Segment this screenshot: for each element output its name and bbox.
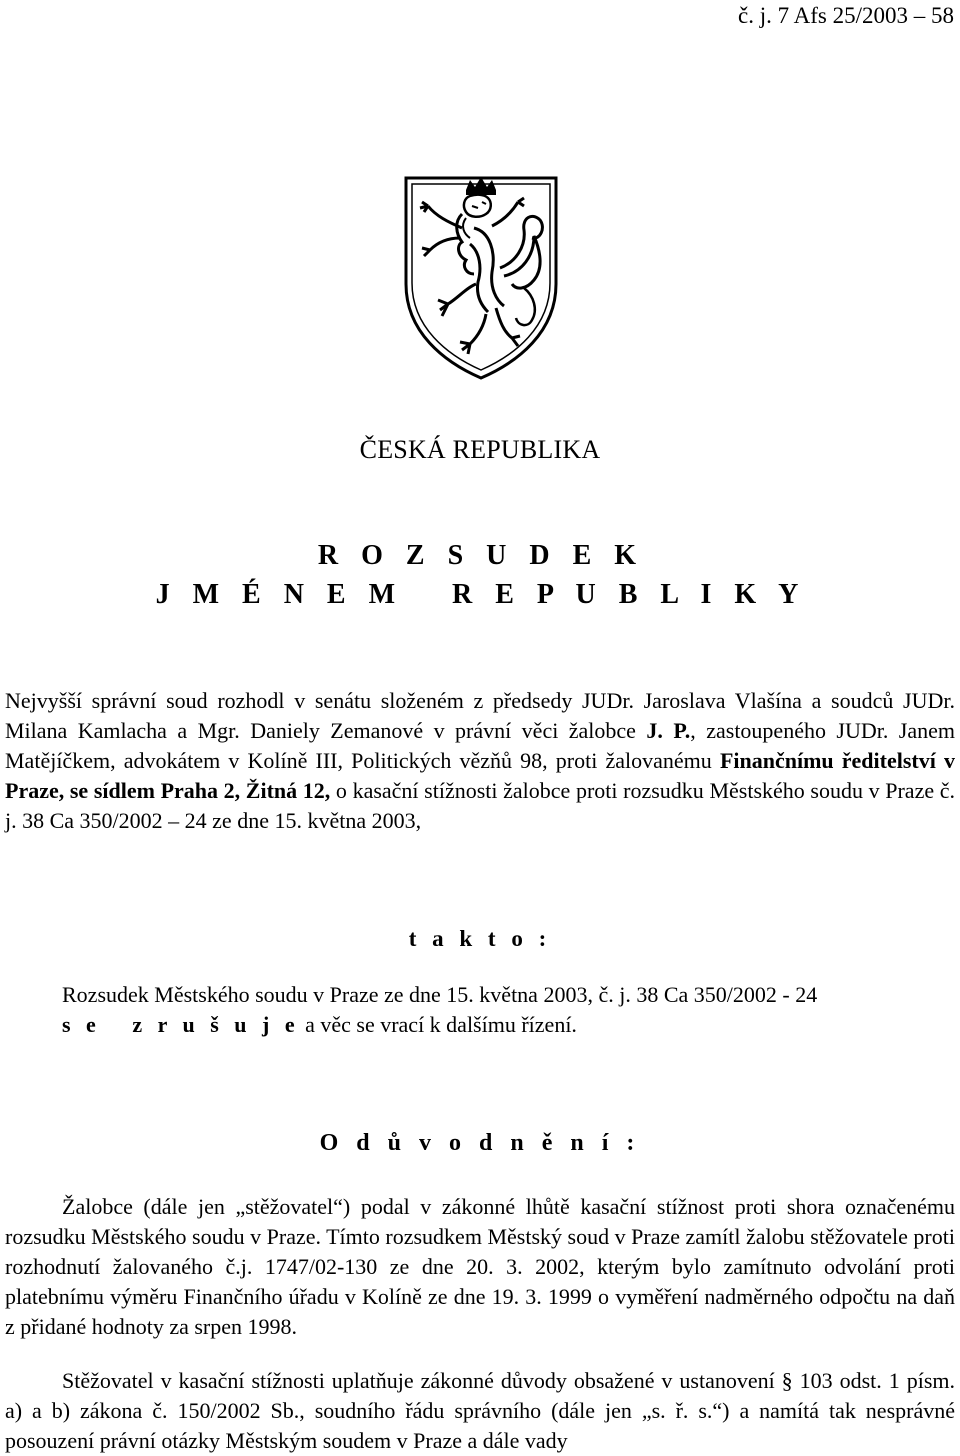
intro-text-2: , zastoupeného JUDr. Janem Matějíčkem, advokátem v Kolíně III, Politických vězňů 98, proti žalovanému [5,718,956,773]
intro-text-1: Nejvyšší správní soud rozhodl v senátu složeném z předsedy JUDr. Jaroslava Vlašína a soudců JUDr. Milana Kamlacha a Mgr. Daniely Zemanové v právní věci žalobce [5,688,955,743]
reasoning-text-2: Stěžovatel v kasační stížnosti uplatňuje zákonné důvody obsažené v ustanovení § 103 odst. 1 písm. a) a b) zákona č. 150/2002 Sb., soudního řádu správního (dále jen „s. ř. s.“) a namítá tak nesprávné posouzení právní otázky Městským soudem v Praze a dále vady [5,1368,955,1453]
reasoning-paragraph-1 [5,1192,955,1342]
reasoning-paragraph-2 [5,1366,955,1456]
verdict-paragraph [62,980,955,1040]
country-name: ČESKÁ REPUBLIKA [359,435,601,464]
reasoning-text-1: Žalobce (dále jen „stěžovatel“) podal v zákonné lhůtě kasační stížnost proti shora označenému rozsudku Městského soudu v Praze. Tímto rozsudkem Městský soud v Praze zamítl žalobu stěžovatele proti rozhodnutí žalovaného č.j. 1747/02-130 ze dne 20. 3. 2002, kterým bylo zamítnuto odvolání proti platebnímu výměru Finančního úřadu v Kolíně ze dne 19. 3. 1999 o vyměření nadměrného odpočtu na daň z přidané hodnoty za srpen 1998. [5,1194,955,1339]
in-name-of-republic-title: J M É N E M R E P U B L I K Y [155,579,805,610]
verdict-heading: t a k t o : [408,926,552,951]
intro-paragraph [5,686,955,836]
czech-lion-coat-of-arms-icon [400,172,562,382]
judgment-title: R O Z S U D E K [317,540,643,571]
verdict-text-1: Rozsudek Městského soudu v Praze ze dne 15. května 2003, č. j. 38 Ca 350/2002 - 24 [62,982,818,1007]
verdict-text-2: a věc se vrací k dalšímu řízení. [299,1012,577,1037]
verdict-cancels: s e z r u š u j e [62,1012,300,1037]
defendant-name: Finančnímu ředitelství v Praze, se sídlem Praha 2, Žitná 12, [5,748,955,803]
plaintiff-name: J. P. [646,718,691,743]
reasoning-heading: O d ů v o d n ě n í : [319,1130,641,1156]
case-reference: č. j. 7 Afs 25/2003 – 58 [738,3,954,28]
intro-text-3: o kasační stížnosti žalobce proti rozsudku Městského soudu v Praze č. j. 38 Ca 350/2002 – 24 ze dne 15. května 2003, [5,778,955,833]
